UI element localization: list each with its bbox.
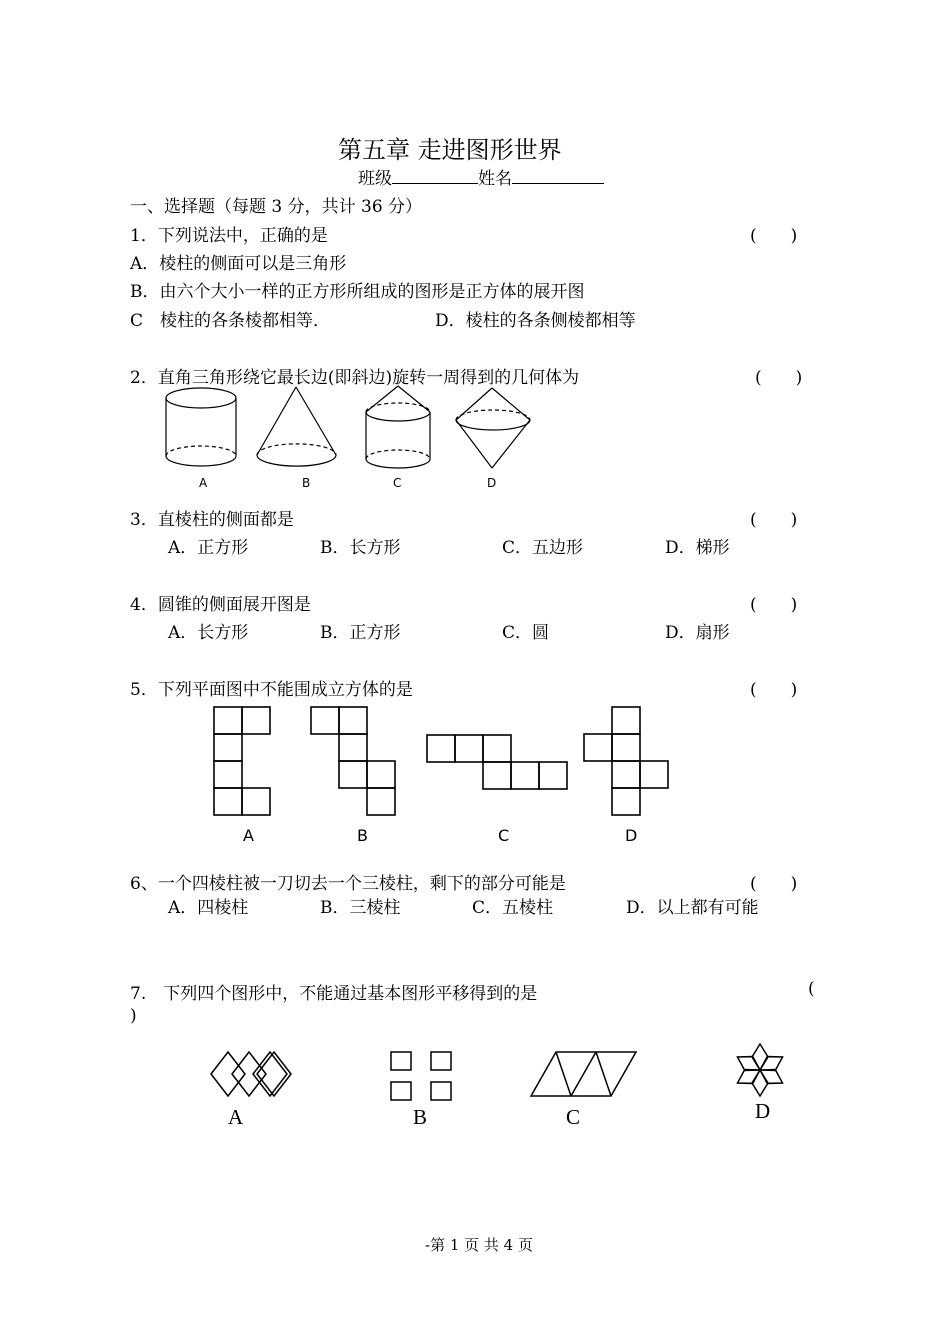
triangle-strip-shape [531, 1052, 636, 1096]
q7-label-b: B [413, 1105, 428, 1129]
q1-option-c: C 棱柱的各条棱都相等． [130, 311, 331, 331]
q5-label-b: B [357, 826, 368, 845]
four-squares-shape [391, 1052, 451, 1100]
q4-stem: 4．圆锥的侧面展开图是 [130, 595, 311, 615]
q3-option-b: B．长方形 [320, 538, 401, 558]
q1-option-d: D．棱柱的各条侧棱都相等 [435, 311, 636, 331]
q6-option-c: C．五棱柱 [472, 898, 554, 918]
name-label: 姓名 [478, 169, 512, 189]
q4-option-d: D．扇形 [665, 623, 730, 643]
q7-label-c: C [566, 1105, 581, 1129]
q5-answer-paren: ( ) [750, 680, 798, 700]
q4-option-a: A．长方形 [168, 623, 249, 643]
q2-stem: 2．直角三角形绕它最长边(即斜边)旋转一周得到的几何体为 [130, 368, 580, 388]
q1-option-b: B．由六个大小一样的正方形所组成的图形是正方体的展开图 [130, 282, 585, 302]
q5-label-c: C [498, 826, 510, 845]
q6-option-a: A．四棱柱 [168, 898, 249, 918]
q6-answer-paren: ( ) [750, 874, 798, 894]
q4-option-b: B．正方形 [320, 623, 401, 643]
q5-label-d: D [625, 826, 638, 845]
q7-label-a: A [228, 1105, 244, 1129]
q7-stem: 7. 下列四个图形中，不能通过基本图形平移得到的是 [130, 984, 538, 1004]
q3-answer-paren: ( ) [750, 510, 798, 530]
q2-label-a: A [199, 476, 208, 490]
q1-option-a: A．棱柱的侧面可以是三角形 [130, 254, 347, 274]
q7-paren-open: ( [808, 979, 815, 999]
q3-option-c: C．五边形 [502, 538, 584, 558]
q3-option-a: A．正方形 [168, 538, 249, 558]
rhombus-flower-shape [733, 1044, 786, 1096]
q4-answer-paren: ( ) [750, 595, 798, 615]
q2-label-c: C [393, 476, 402, 490]
q2-answer-paren: ( ) [755, 368, 803, 388]
q2-label-d: D [487, 476, 497, 490]
class-label: 班级 [358, 169, 392, 189]
q6-stem: 6、一个四棱柱被一刀切去一个三棱柱，剩下的部分可能是 [130, 874, 566, 894]
q6-option-b: B．三棱柱 [320, 898, 401, 918]
q1-stem: 1．下列说法中，正确的是 [130, 226, 328, 246]
q1-answer-paren: ( ) [750, 226, 798, 246]
q7-paren-close: ) [130, 1006, 137, 1026]
q4-option-c: C．圆 [502, 623, 550, 643]
q5-stem: 5．下列平面图中不能围成立方体的是 [130, 680, 413, 700]
section-heading: 一、选择题（每题 3 分，共计 36 分） [130, 197, 423, 217]
q2-label-b: B [302, 476, 311, 490]
q6-option-d: D．以上都有可能 [626, 898, 759, 918]
q3-stem: 3．直棱柱的侧面都是 [130, 510, 294, 530]
page-footer: -第 1 页 共 4 页 [425, 1236, 533, 1254]
rhombus-chain-shape [211, 1052, 291, 1096]
q5-label-a: A [243, 826, 254, 845]
q7-label-d: D [755, 1099, 771, 1123]
q3-option-d: D．梯形 [665, 538, 730, 558]
page-title: 第五章 走进图形世界 [338, 136, 562, 164]
